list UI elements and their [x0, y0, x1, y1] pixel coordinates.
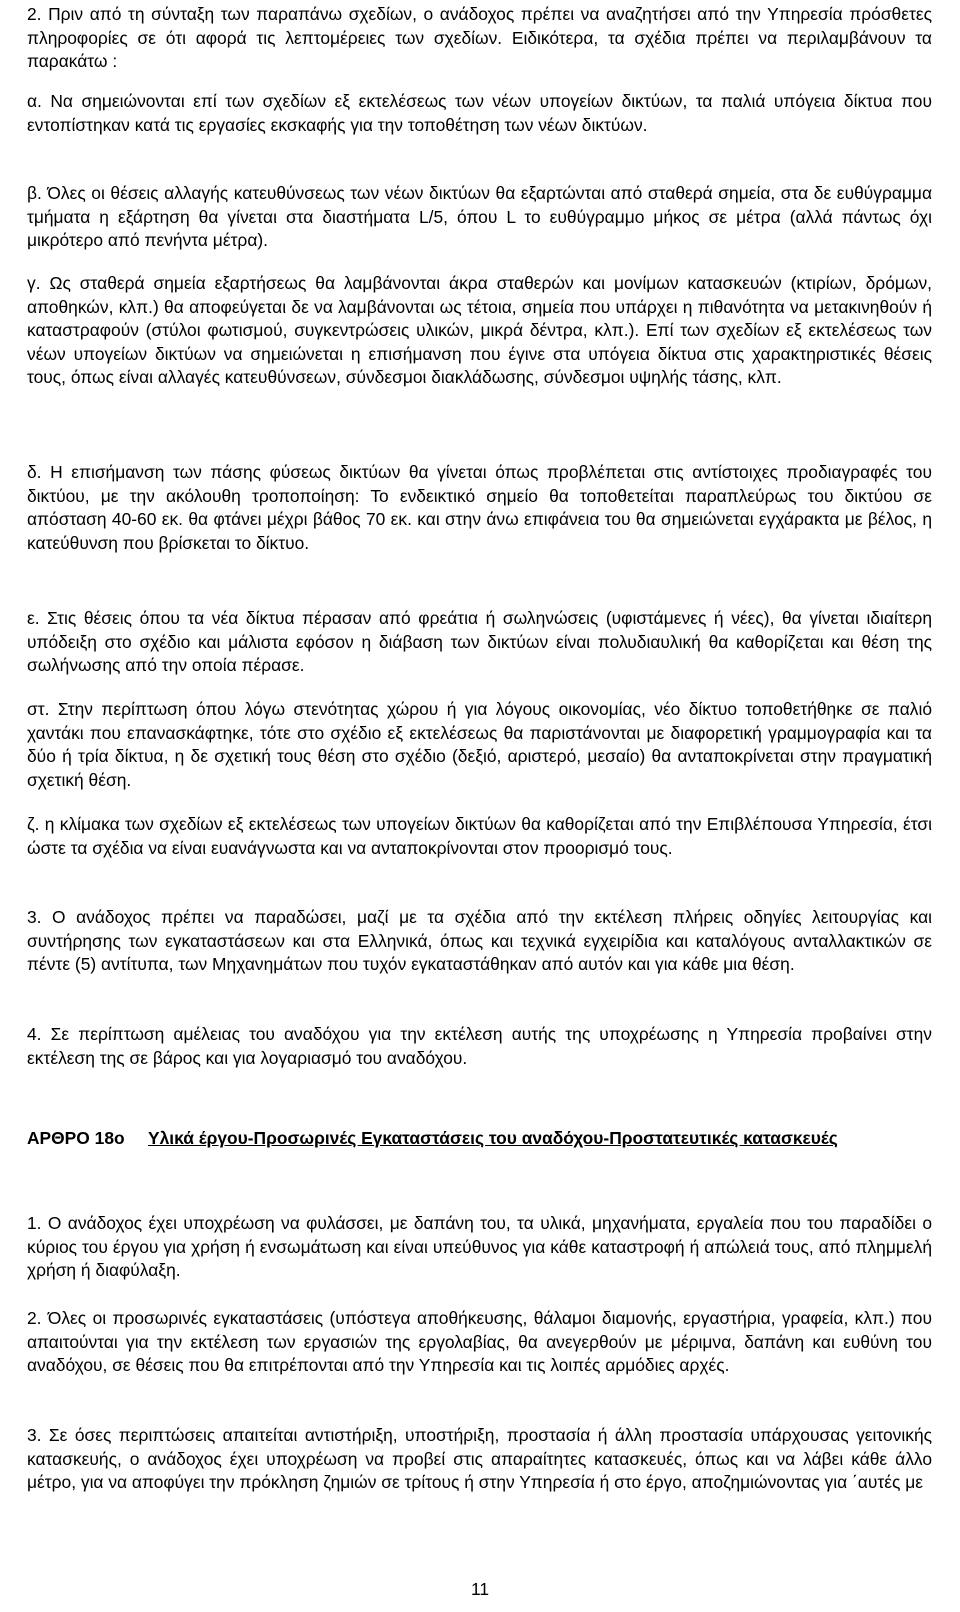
paragraph-4: 4. Σε περίπτωση αμέλειας του αναδόχου για την εκτέλεση αυτής της υποχρέωσης η Υπηρεσία προβαίνει στην εκτέλεση της σε βάρος και για λογαριασμό του αναδόχου.	[27, 1024, 932, 1068]
article-number: ΑΡΘΡΟ 18ο	[27, 1128, 125, 1148]
page-number: 11	[470, 1579, 490, 1599]
paragraph-epsilon: ε. Στις θέσεις όπου τα νέα δίκτυα πέρασαν από φρεάτια ή σωληνώσεις (υφιστάμενες ή νέες), θα γίνεται ιδιαίτερη υπόδειξη στο σχέδιο και μάλιστα εφόσον η διάβαση των δικτύων είναι πολυδιαυλική θα καθορίζεται και θέση της σωλήνωσης από την οποία πέρασε.	[27, 608, 932, 676]
paragraph-delta: δ. Η επισήμανση των πάσης φύσεως δικτύων θα γίνεται όπως προβλέπεται στις αντίστοιχες προδιαγραφές του δικτύου, με την ακόλουθη τροποποίηση: Το ενδεικτικό σημείο θα τοποθετείται παραπλεύρως του δικτύου σε απόσταση 40-60 εκ. θα φτάνει μέχρι βάθος 70 εκ. και στην άνω επιφάνεια του θα σημειώνεται εγχάρακτα με βέλος, η κατεύθυνση που βρίσκεται το δίκτυο.	[27, 462, 932, 553]
paragraph-2: 2. Πριν από τη σύνταξη των παραπάνω σχεδίων, ο ανάδοχος πρέπει να αναζητήσει από την Υπηρεσία πρόσθετες πληροφορίες σε ότι αφορά τις λεπτομέρειες των σχεδίων. Ειδικότερα, τα σχέδια πρέπει να περιλαμβάνουν τα παρακάτω :	[27, 4, 932, 72]
paragraph-gamma: γ. Ως σταθερά σημεία εξαρτήσεως θα λαμβάνονται άκρα σταθερών και μονίμων κατασκευών (κτιρίων, δρόμων, αποθηκών, κλπ.) θα αποφεύγεται δε να λαμβάνονται ως τέτοια, σημεία που υπάρχει η πιθανότητα να μετακινηθούν ή καταστραφούν (στύλοι φωτισμού, συγκεντρώσεις υλικών, μικρά δέντρα, κλπ.). Επί των σχεδίων εξ εκτελέσεως των νέων υπογείων δικτύων να σημειώνεται η επισήμανση που έγινε στα υπόγεια δίκτυα στις χαρακτηριστικές θέσεις τους, όπως είναι αλλαγές κατευθύνσεων, σύνδεσμοι διακλάδωσης, σύνδεσμοι υψηλής τάσης, κλπ.	[27, 273, 932, 388]
paragraph-3: 3. Ο ανάδοχος πρέπει να παραδώσει, μαζί με τα σχέδια από την εκτέλεση πλήρεις οδηγίες λειτουργίας και συντήρησης των εγκαταστάσεων και στα Ελληνικά, όπως και τεχνικά εγχειρίδια και καταλόγους ανταλλακτικών σε πέντε (5) αντίτυπα, των Μηχανημάτων που τυχόν εγκαταστάθηκαν από αυτόν και για κάθε μια θέση.	[27, 907, 932, 975]
article-item-2: 2. Όλες οι προσωρινές εγκαταστάσεις (υπόστεγα αποθήκευσης, θάλαμοι διαμονής, εργαστήρια, γραφεία, κλπ.) που απαιτούνται για την εκτέλεση των εργασιών της εργολαβίας, θα ανεγερθούν με μέριμνα, δαπάνη και ευθύνη του αναδόχου, σε θέσεις που θα επιτρέπονται από την Υπηρεσία και τις λοιπές αρμόδιες αρχές.	[27, 1308, 932, 1376]
article-item-3: 3. Σε όσες περιπτώσεις απαιτείται αντιστήριξη, υποστήριξη, προστασία ή άλλη προστασία υπάρχουσας γειτονικής κατασκευής, ο ανάδοχος έχει υποχρέωση να προβεί στις απαραίτητες κατασκευές, όπως και να λάβει κάθε άλλο μέτρο, για να αποφύγει την πρόκληση ζημιών σε τρίτους ή στην Υπηρεσία ή στο έργο, αποζημιώνοντας για ΄αυτές με	[27, 1425, 932, 1493]
paragraph-alpha: α. Να σημειώνονται επί των σχεδίων εξ εκτελέσεως των νέων υπογείων δικτύων, τα παλιά υπόγεια δίκτυα που εντοπίστηκαν κατά τις εργασίες εκσκαφής για την τοποθέτηση των νέων δικτύων.	[27, 91, 932, 135]
paragraph-beta: β. Όλες οι θέσεις αλλαγής κατευθύνσεως των νέων δικτύων θα εξαρτώνται από σταθερά σημεία, στα δε ευθύγραμμα τμήματα η εξάρτηση θα γίνεται στα διαστήματα L/5, όπου L το ευθύγραμμο μήκος σε μέτρα (αλλά πάντως όχι μικρότερο από πενήντα μέτρα).	[27, 183, 932, 251]
paragraph-st: στ. Στην περίπτωση όπου λόγω στενότητας χώρου ή για λόγους οικονομίας, νέο δίκτυο τοποθετήθηκε σε παλιό χαντάκι που επανασκάφτηκε, τότε στο σχέδιο εξ εκτελέσεως θα παριστάνονται με διαφορετική γραμμογραφία και τα δύο ή τρία δίκτυα, η δε σχετική τους θέση στο σχέδιο (δεξιό, αριστερό, μεσαίο) θα ανταποκρίνεται στην πραγματική σχετική θέση.	[27, 699, 932, 790]
article-item-1: 1. Ο ανάδοχος έχει υποχρέωση να φυλάσσει, με δαπάνη του, τα υλικά, μηχανήματα, εργαλεία που του παραδίδει ο κύριος του έργου για χρήση ή ενσωμάτωση και είναι υπεύθυνος για κάθε καταστροφή ή απώλειά τους, από πλημμελή χρήση ή διαφύλαξη.	[27, 1213, 932, 1281]
paragraph-zeta: ζ. η κλίμακα των σχεδίων εξ εκτελέσεως των υπογείων δικτύων θα καθορίζεται από την Επιβλέπουσα Υπηρεσία, έτσι ώστε τα σχέδια να είναι ευανάγνωστα και να ανταποκρίνονται στον προορισμό τους.	[27, 814, 932, 858]
article-title: Υλικά έργου-Προσωρινές Εγκαταστάσεις του αναδόχου-Προστατευτικές κατασκευές	[148, 1128, 838, 1148]
